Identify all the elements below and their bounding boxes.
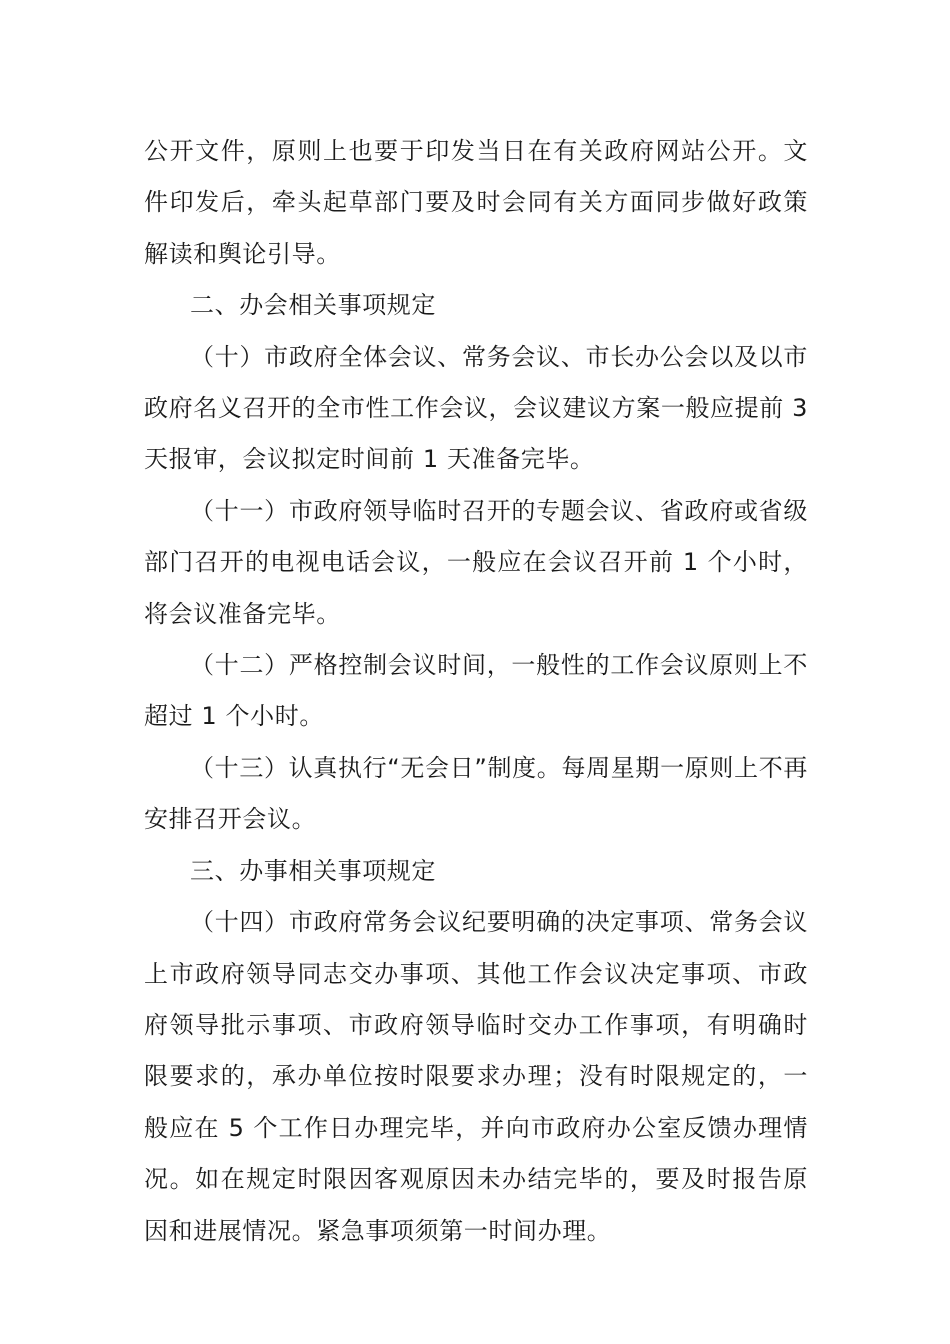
paragraph-item-12: （十二）严格控制会议时间，一般性的工作会议原则上不超过 1 个小时。 (144, 651, 808, 731)
paragraph-item-13: （十三）认真执行“无会日”制度。每周星期一原则上不再安排召开会议。 (144, 753, 808, 834)
paragraph-item-11: （十一）市政府领导临时召开的专题会议、省政府或省级部门召开的电视电话会议，一般应在会议召开前 1 个小时，将会议准备完毕。 (144, 496, 808, 628)
section-heading-meetings: 二、办会相关事项规定 (190, 291, 436, 320)
document-body (144, 126, 808, 1257)
section-heading-affairs: 三、办事相关事项规定 (190, 856, 436, 885)
paragraph-continuation: 公开文件，原则上也要于印发当日在有关政府网站公开。文件印发后，牵头起草部门要及时会同有关方面同步做好政策解读和舆论引导。 (144, 137, 808, 268)
paragraph-item-14: （十四）市政府常务会议纪要明确的决定事项、常务会议上市政府领导同志交办事项、其他工作会议决定事项、市政府领导批示事项、市政府领导临时交办工作事项，有明确时限要求的，承办单位按时限要求办理；没有时限规定的，一般应在 5 个工作日办理完毕，并向市政府办公室反馈办理情况。如在规定时限因客观原因未办结完毕的，要及时报告原因和进展情况。紧急事项须第一时间办理。 (144, 908, 808, 1245)
paragraph-item-10: （十）市政府全体会议、常务会议、市长办公会以及以市政府名义召开的全市性工作会议，会议建议方案一般应提前 3 天报审，会议拟定时间前 1 天准备完毕。 (144, 342, 808, 474)
